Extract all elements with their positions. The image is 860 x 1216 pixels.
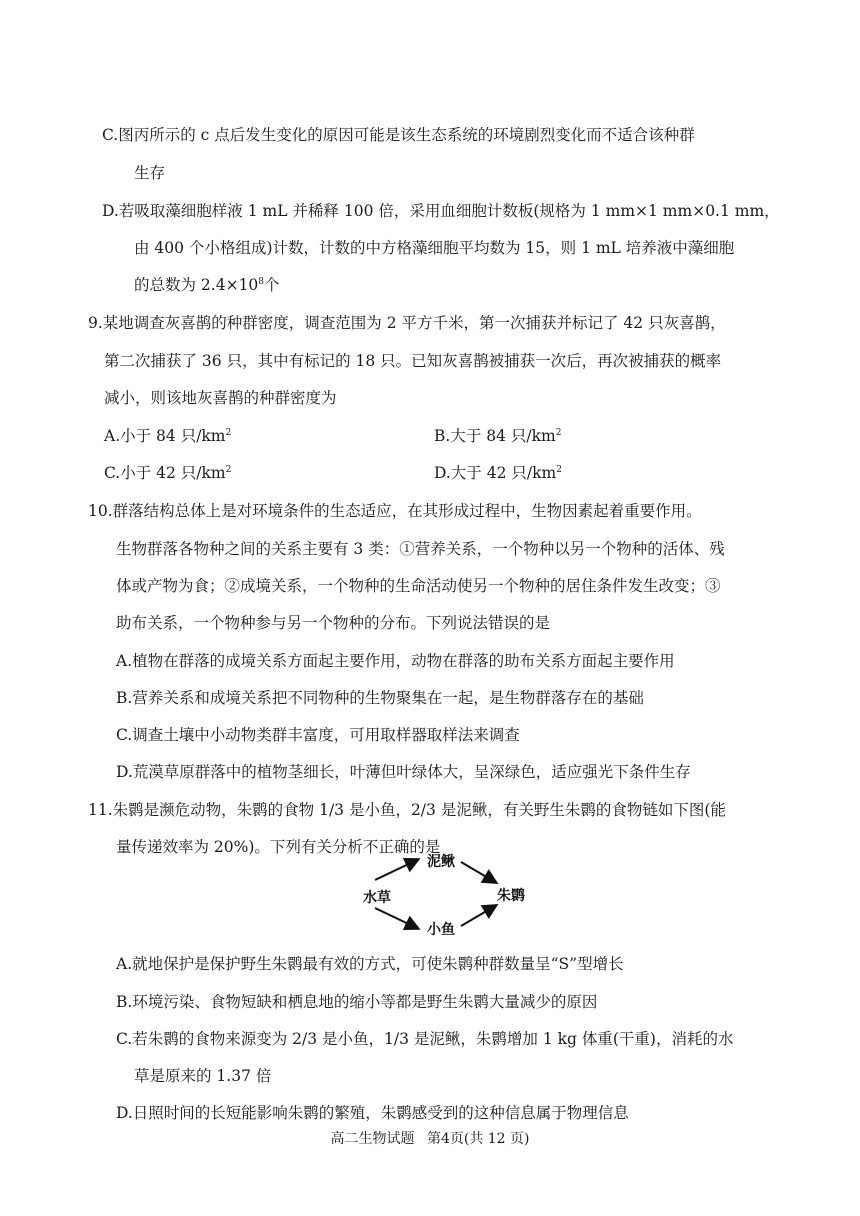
- q9-option-c: C.小于 42 只$/km^2$: [104, 464, 232, 482]
- q11-option-d: D.日照时间的长短能影响朱鹮的繁殖，朱鹮感受到的这种信息属于物理信息: [116, 1104, 629, 1122]
- q9-option-b: B.大于 84 只$/km^2$: [434, 427, 562, 445]
- q9-stem-line1: 9.某地调查灰喜鹊的种群密度，调查范围为 2 平方千米，第一次捕获并标记了 42 只灰喜鹊，: [88, 314, 726, 332]
- footer-subject: 高二生物试题: [330, 1131, 415, 1147]
- q11-stem-line1: 11.朱鹮是濒危动物，朱鹮的食物 1/3 是小鱼，2/3 是泥鳅，有关野生朱鹮的食物链如下图(能: [88, 801, 726, 819]
- food-chain-diagram: [345, 850, 545, 940]
- q11-option-c-line1: C.若朱鹮的食物来源变为 2/3 是小鱼，1/3 是泥鳅，朱鹮增加 1 kg 体重(干重)，消耗的水: [116, 1030, 734, 1048]
- footer-page-number: 第4页(共 12 页): [426, 1131, 530, 1147]
- arrow-prey-bottom-to-consumer: [461, 906, 495, 926]
- page-footer: [0, 1128, 860, 1148]
- q9-stem-line3: 减小，则该地灰喜鹊的种群密度为: [104, 389, 337, 407]
- q10-option-b: B.营养关系和成境关系把不同物种的生物聚集在一起，是生物群落存在的基础: [116, 689, 644, 707]
- q10-stem-line3: 体或产物为食；②成境关系，一个物种的生命活动使另一个物种的居住条件发生改变；③: [116, 577, 721, 595]
- q8-option-d-line2: 由 400 个小格组成)计数，计数的中方格藻细胞平均数为 15，则 1 mL 培养液中藻细胞: [134, 239, 735, 257]
- arrow-producer-to-prey-top: [375, 860, 417, 880]
- q11-option-c-line2: 草是原来的 1.37 倍: [134, 1067, 272, 1085]
- q10-option-a: A.植物在群落的成境关系方面起主要作用，动物在群落的助布关系方面起主要作用: [116, 652, 675, 670]
- consumer-label: 朱鹮: [497, 888, 525, 904]
- q11-stem-line2: 量传递效率为 20%)。下列有关分析不正确的是: [116, 838, 441, 856]
- q8-option-c-line2: 生存: [134, 164, 166, 182]
- q8-option-d-line3: 的总数为 $2.4\times 10^8$个: [134, 276, 280, 294]
- q9-option-a: A.小于 84 只$/km^2$: [104, 427, 232, 445]
- producer-label: 水草: [363, 890, 391, 906]
- q10-stem-line4: 助布关系，一个物种参与另一个物种的分布。下列说法错误的是: [116, 614, 551, 632]
- q8-option-c-line1: C.图丙所示的 c 点后发生变化的原因可能是该生态系统的环境剧烈变化而不适合该种群: [102, 126, 695, 144]
- q10-option-c: C.调查土壤中小动物类群丰富度，可用取样器取样法来调查: [116, 726, 520, 744]
- q10-stem-line2: 生物群落各物种之间的关系主要有 3 类：①营养关系，一个物种以另一个物种的活体、残: [116, 540, 725, 558]
- prey-bottom-label: 小鱼: [427, 922, 455, 938]
- q10-option-d: D.荒漠草原群落中的植物茎细长，叶薄但叶绿体大，呈深绿色，适应强光下条件生存: [116, 763, 691, 781]
- q8-option-d-line1: D.若吸取藻细胞样液 1 mL 并稀释 100 倍，采用血细胞计数板(规格为 1 mm×1 mm×0.1 mm，: [102, 202, 780, 220]
- arrow-producer-to-prey-bottom: [375, 908, 417, 928]
- prey-top-label: 泥鳅: [427, 854, 455, 870]
- q10-stem-line1: 10.群落结构总体上是对环境条件的生态适应，在其形成过程中，生物因素起着重要作用。: [88, 502, 702, 520]
- q11-option-a: A.就地保护是保护野生朱鹮最有效的方式，可使朱鹮种群数量呈“S”型增长: [116, 955, 624, 973]
- q9-stem-line2: 第二次捕获了 36 只，其中有标记的 18 只。已知灰喜鹊被捕获一次后，再次被捕获的概率: [104, 352, 722, 370]
- q11-option-b: B.环境污染、食物短缺和栖息地的缩小等都是野生朱鹮大量减少的原因: [116, 993, 598, 1011]
- q9-option-d: D.大于 42 只$/km^2$: [434, 464, 562, 482]
- arrow-prey-top-to-consumer: [461, 862, 495, 882]
